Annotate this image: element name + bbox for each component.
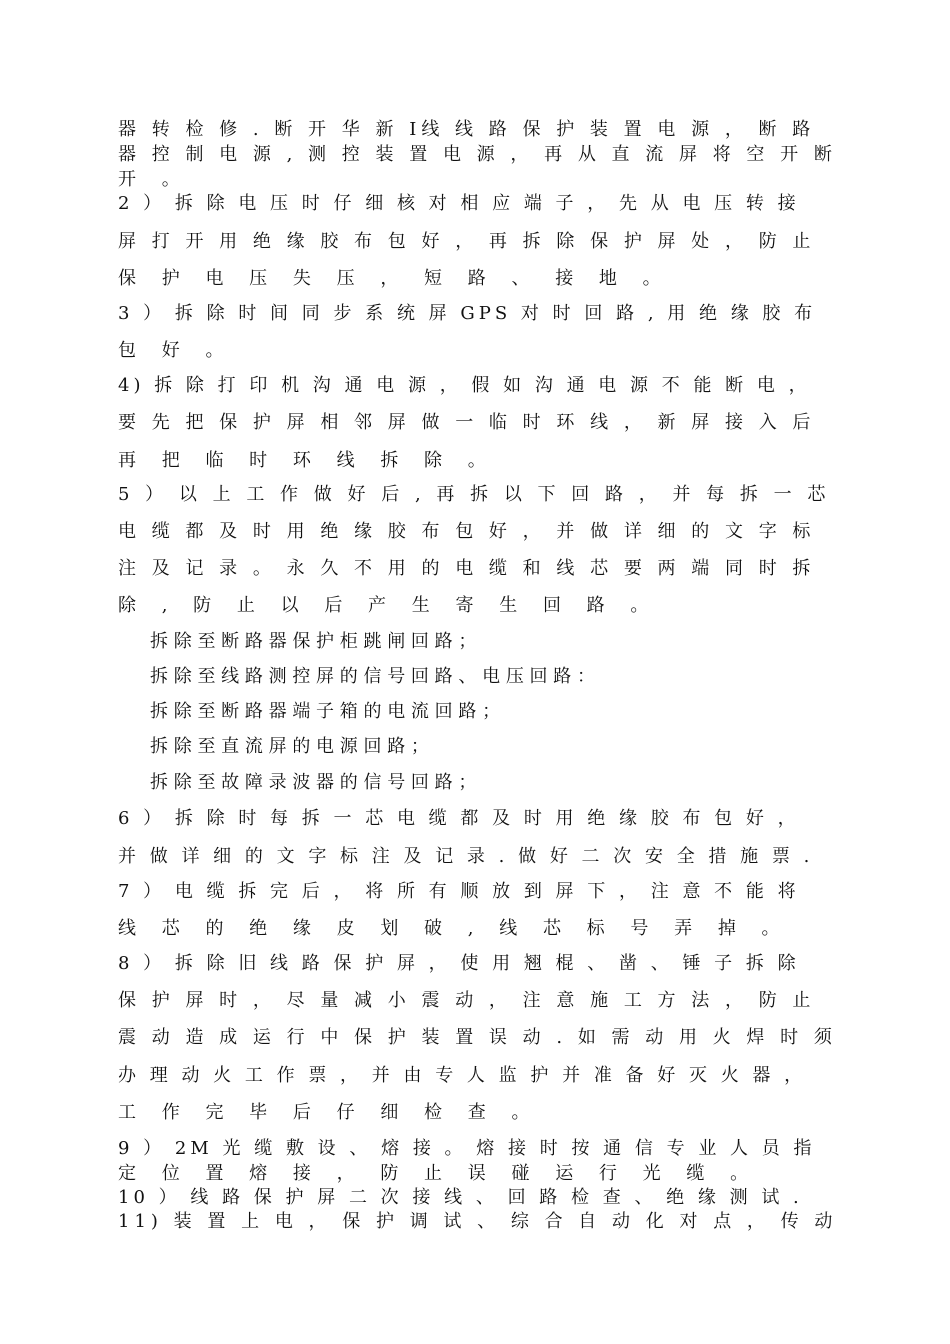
text-line: 4) 拆 除 打 印 机 沟 通 电 源 ， 假 如 沟 通 电 源 不 能 断 电 ，	[118, 375, 811, 396]
text-line: 器 控 制 电 源 , 测 控 装 置 电 源 ， 再 从 直 流 屏 将 空 开 断	[118, 144, 837, 165]
text-line: 7 ） 电 缆 拆 完 后 ， 将 所 有 顺 放 到 屏 下 ， 注 意 不 能 将	[118, 881, 800, 902]
text-line: 保 护 屏 时 ， 尽 量 减 小 震 动 ， 注 意 施 工 方 法 ， 防 止	[118, 990, 816, 1011]
text-line: 办 理 动 火 工 作 票 ， 并 由 专 人 监 护 并 准 备 好 灭 火 器 ，	[118, 1065, 807, 1086]
text-line: 拆 除 至 断 路 器 保 护 柜 跳 闸 回 路 ；	[150, 631, 477, 652]
text-line: 3 ） 拆 除 时 间 同 步 系 统 屏 GPS 对 时 回 路 , 用 绝 缘 胶 布	[118, 303, 817, 324]
text-line: 定 位 置 熔 接 ， 防 止 误 碰 运 行 光 缆 。	[118, 1163, 759, 1184]
text-line: 2 ） 拆 除 电 压 时 仔 细 核 对 相 应 端 子 ， 先 从 电 压 转 接	[118, 193, 800, 214]
text-line: 包 好 。	[118, 340, 234, 361]
text-line: 电 缆 都 及 时 用 绝 缘 胶 布 包 好 ， 并 做 详 细 的 文 字 标	[118, 521, 816, 542]
text-line: 10 ） 线 路 保 护 屏 二 次 接 线 、 回 路 检 查 、 绝 缘 测 试 .	[118, 1187, 803, 1208]
text-line: 注 及 记 录 。 永 久 不 用 的 电 缆 和 线 芯 要 两 端 同 时 拆	[118, 558, 816, 579]
text-line: 除 , 防 止 以 后 产 生 寄 生 回 路 。	[118, 595, 659, 616]
text-line: 拆 除 至 线 路 测 控 屏 的 信 号 回 路 、 电 压 回 路 ：	[150, 666, 595, 687]
text-line: 开 。	[118, 169, 190, 190]
text-line: 拆 除 至 故 障 录 波 器 的 信 号 回 路 ；	[150, 772, 477, 793]
text-line: 8 ） 拆 除 旧 线 路 保 护 屏 ， 使 用 翘 棍 、 凿 、 锤 子 拆 除	[118, 953, 800, 974]
text-line: 5 ） 以 上 工 作 做 好 后 , 再 拆 以 下 回 路 ， 并 每 拆 一 芯	[118, 484, 831, 505]
text-line: 工 作 完 毕 后 仔 细 检 查 。	[118, 1102, 540, 1123]
text-line: 震 动 造 成 运 行 中 保 护 装 置 误 动 . 如 需 动 用 火 焊 时 须	[118, 1027, 837, 1048]
text-line: 11) 装 置 上 电 ， 保 护 调 试 、 综 合 自 动 化 对 点 ， 传 动	[118, 1211, 838, 1232]
text-line: 拆 除 至 断 路 器 端 子 箱 的 电 流 回 路 ；	[150, 701, 501, 722]
text-line: 9 ） 2M 光 缆 敷 设 、 熔 接 。 熔 接 时 按 通 信 专 业 人 员 指	[118, 1138, 816, 1159]
text-line: 再 把 临 时 环 线 拆 除 。	[118, 450, 496, 471]
text-line: 线 芯 的 绝 缘 皮 划 破 , 线 芯 标 号 弄 掉 。	[118, 918, 790, 939]
text-line: 6 ） 拆 除 时 每 拆 一 芯 电 缆 都 及 时 用 绝 缘 胶 布 包 好 ，	[118, 808, 800, 829]
text-line: 要 先 把 保 护 屏 相 邻 屏 做 一 临 时 环 线 ， 新 屏 接 入 后	[118, 412, 816, 433]
text-line: 屏 打 开 用 绝 缘 胶 布 包 好 ， 再 拆 除 保 护 屏 处 ， 防 止	[118, 231, 816, 252]
text-line: 保 护 电 压 失 压 ， 短 路 、 接 地 。	[118, 268, 671, 289]
text-line: 器 转 检 修 . 断 开 华 新 Ⅰ线 线 路 保 护 装 置 电 源 ， 断 路	[118, 119, 816, 140]
text-line: 拆 除 至 直 流 屏 的 电 源 回 路 ；	[150, 736, 429, 757]
text-line: 并 做 详 细 的 文 字 标 注 及 记 录 . 做 好 二 次 安 全 措 施 票 .	[118, 846, 814, 867]
